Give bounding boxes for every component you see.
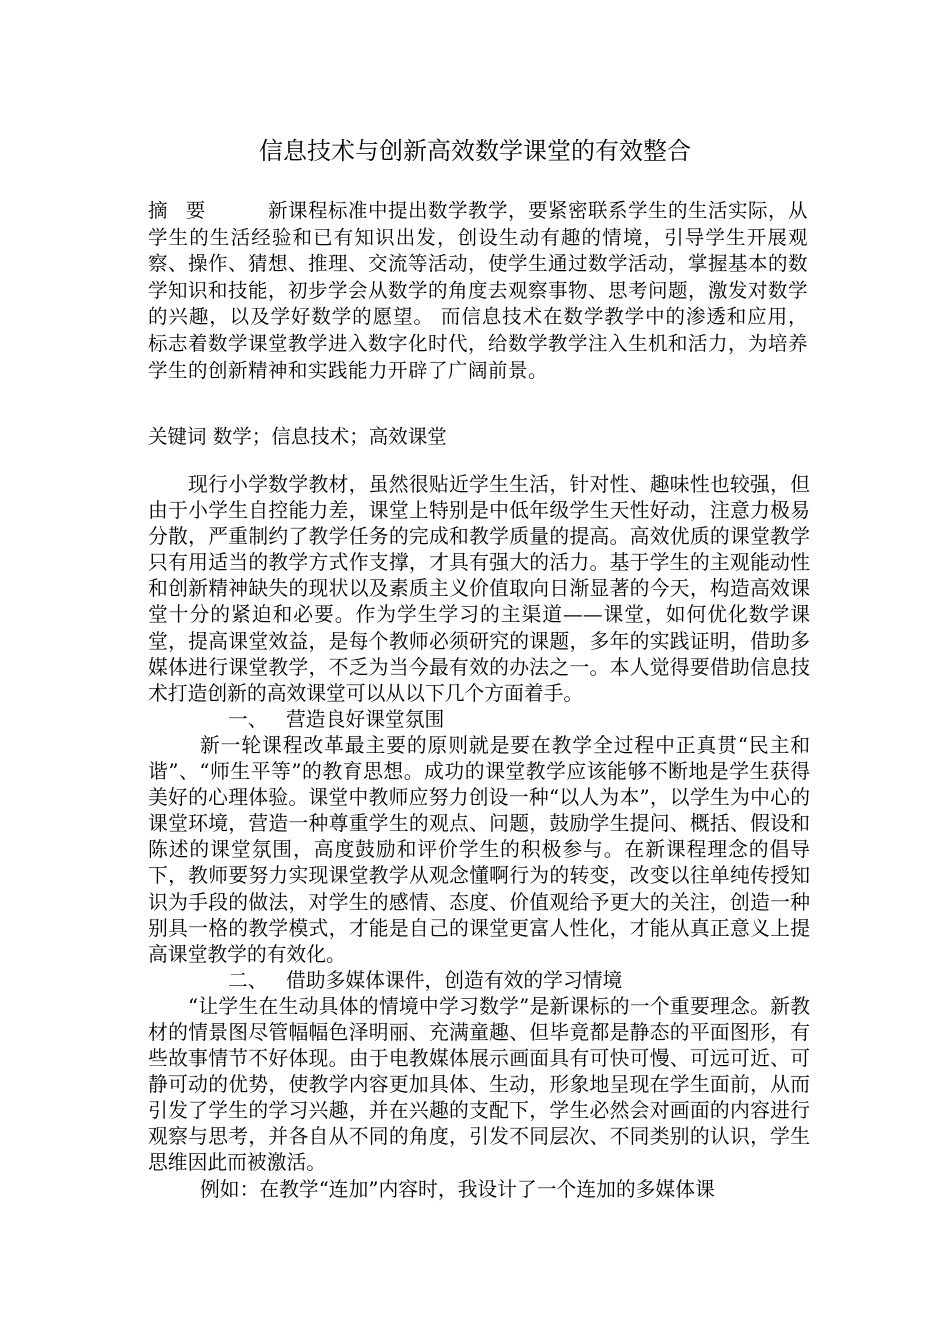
section-1-title: 营造良好课堂氛围 [286, 707, 445, 731]
section-2-example: 例如：在教学“连加”内容时，我设计了一个连加的多媒体课 [200, 1177, 715, 1201]
keywords-label: 关键词 [148, 425, 207, 448]
section-2-number: 二、 [228, 968, 268, 992]
section-1-heading [148, 707, 810, 733]
abstract-text: 新课程标准中提出数学教学，要紧密联系学生的生活实际，从学生的生活经验和已有知识出发，创设生动有趣的情境，引导学生开展观察、操作、猜想、推理、交流等活动，使学生通过数学活动，掌握基本的数学知识和技能，初步学会从数学的角度去观察事物、思考问题，激发对数学的兴趣，以及学好数学的愿望。 而信息技术在数学教学中的渗透和应用，标志着数学课堂教学进入数字化时代，给数学教学注入生机和活力，为培养学生的创新精神和实践能力开辟了广阔前景。 [148, 199, 809, 382]
section-1-paragraph: 新一轮课程改革最主要的原则就是要在教学全过程中正真贯“民主和谐”、“师生平等”的教育思想。成功的课堂教学应该能够不断地是学生获得美好的心理体验。课堂中教师应努力创设一种“以人为本”，以学生为中心的课堂环境，营造一种尊重学生的观点、问题，鼓励学生提问、概括、假设和陈述的课堂氛围，高度鼓励和评价学生的积极参与。在新课程理念的倡导下，教师要努力实现课堂教学从观念懂啊行为的转变，改变以往单纯传授知识为手段的做法，对学生的感情、态度、价值观给予更大的关注，创造一种别具一格的教学模式，才能是自己的课堂更富人性化，才能从真正意义上提高课堂教学的有效化。 [148, 733, 810, 966]
keywords-text: 数学；信息技术；高效课堂 [212, 425, 447, 448]
document-body [148, 472, 810, 1203]
abstract [148, 198, 808, 384]
section-2-heading [148, 968, 810, 994]
document-title: 信息技术与创新高效数学课堂的有效整合 [259, 137, 691, 165]
section-1-number: 一、 [228, 707, 268, 731]
keywords [148, 424, 808, 451]
section-2-title: 借助多媒体课件，创造有效的学习情境 [286, 968, 623, 992]
section-2-paragraph: “让学生在生动具体的情境中学习数学”是新课标的一个重要理念。新教材的情景图尽管幅幅色泽明丽、充满童趣、但毕竟都是静态的平面图形，有些故事情节不好体现。由于电教媒体展示画面具有可快可慢、可远可近、可静可动的优势，使教学内容更加具体、生动，形象地呈现在学生面前，从而引发了学生的学习兴趣，并在兴趣的支配下，学生必然会对画面的内容进行观察与思考，并各自从不同的角度，引发不同层次、不同类别的认识，学生思维因此而被激活。 [148, 994, 810, 1175]
intro-paragraph: 现行小学数学教材，虽然很贴近学生生活，针对性、趣味性也较强，但由于小学生自控能力差，课堂上特别是中低年级学生天性好动，注意力极易分散，严重制约了教学任务的完成和教学质量的提高。高效优质的课堂教学只有用适当的教学方式作支撑，才具有强大的活力。基于学生的主观能动性和创新精神缺失的现状以及素质主义价值取向日渐显著的今天，构造高效课堂十分的紧迫和必要。作为学生学习的主渠道——课堂，如何优化数学课堂，提高课堂效益，是每个教师必须研究的课题，多年的实践证明，借助多媒体进行课堂教学，不乏为当今最有效的办法之一。本人觉得要借助信息技术打造创新的高效课堂可以从以下几个方面着手。 [148, 473, 810, 705]
abstract-label: 摘 要 [148, 199, 212, 222]
